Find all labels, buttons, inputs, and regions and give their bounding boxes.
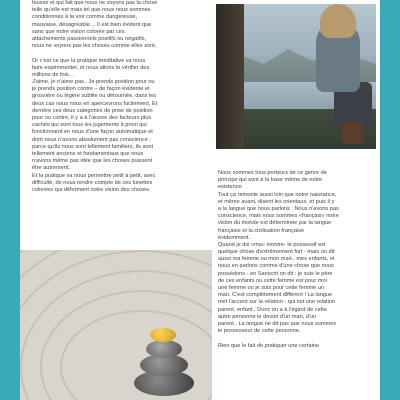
right-column-text-line: a la langue que nous parlons : Nous n'avons pas xyxy=(218,205,339,212)
upper-stone xyxy=(146,340,182,358)
left-column-text-line: fausse et qui fait que nous ne voyons pas la chose xyxy=(32,0,158,6)
left-column-text-line: derrière ces deux catégories de prise de position xyxy=(32,107,153,114)
right-column-text-line: de ces enfants ou cette femme est pour moi xyxy=(218,277,327,284)
left-column-text-line: conditionnés à la voir comme dangereuse, xyxy=(32,14,138,21)
right-column-text-line: conscience, mais nous sommes «français» notre xyxy=(218,213,339,220)
paragraph-gap xyxy=(218,335,380,342)
woman-by-lake-photo xyxy=(212,0,380,153)
left-column-text-line: dont nous n'avons absolument pas conscience ; xyxy=(32,136,151,143)
tree-trunk-shape xyxy=(216,4,244,149)
left-column-text-line: sans que notre vision colorée par ces xyxy=(32,28,125,35)
left-column-text-line: difficulté, de nous rendre compte de ces lunettes xyxy=(32,179,153,186)
yellow-top-stone xyxy=(150,328,176,342)
right-column-text-line: autre personne le devoir d'un mari, d'un xyxy=(218,313,317,320)
left-column-text-line: mauvaise, désagréable… Il est bien évident que xyxy=(32,21,152,28)
right-column-text-line: aussi ma femme ou mon mari.. mes enfants, et xyxy=(218,256,335,263)
zen-stones-photo xyxy=(20,250,212,400)
right-column-text-line: possédons - en Sanscrit on dit : je suis le père xyxy=(218,270,333,277)
person-hair-shape xyxy=(320,4,356,38)
left-column-text-line: fonctionnent en nous d'une façon automatique et xyxy=(32,129,153,136)
left-column-text-line: J'aime, je n'aime pas.. Je prends position pour ou xyxy=(32,79,155,86)
right-page-border xyxy=(380,0,400,400)
left-column-text-line: n'avons même pas idée que les choses puissent xyxy=(32,158,153,165)
right-column-text-line: principe qui sont à la base même de notre xyxy=(218,177,323,184)
paragraph-gap xyxy=(32,50,202,57)
right-column-text-line: mari. C'est complètement différent ! La langue xyxy=(218,292,333,299)
left-column-text-line: grossière ou légère subtile ou détournée, dans les xyxy=(32,93,157,100)
right-column-text-line: évidemment. xyxy=(218,234,251,241)
right-column-text-line: et même avant, disent les orientaux, et puis il y xyxy=(218,198,335,205)
right-column-text-line: Rien que le fait de pratiquer une certaine xyxy=(218,342,320,349)
left-column-text-line: Et la pratique va nous permettre petit à petit, avec xyxy=(32,172,156,179)
left-text-column xyxy=(32,0,202,194)
right-column-text-line: Quand je dis «ma» montre- le possessif est xyxy=(218,241,326,248)
left-column-text-line: tellement anciens et fondamentaux que nous xyxy=(32,150,144,157)
right-column-text-line: française et la civilisation française xyxy=(218,227,305,234)
left-column-text-line: faire expérimenter, et nous allons le vérifier des xyxy=(32,64,150,71)
left-column-text-line: deux cas nous nous en apercevrons facilement. Et xyxy=(32,100,158,107)
right-column-text-line: Nous sommes tous porteurs de ce genre de xyxy=(218,170,327,176)
left-column-text-line: millions de fois… xyxy=(32,71,75,78)
left-column-text-line: être autrement. xyxy=(32,165,70,172)
left-column-text-line: nous ne voyons pas les choses comme elles sont. xyxy=(32,43,157,50)
left-column-text-line: Or c'est ce que la pratique méditative va nous xyxy=(32,57,146,64)
right-column-text-line: parent.. La langue ne dit pas que nous sommes xyxy=(218,320,337,327)
left-column-text-line: je prends position contre – de façon évidente et xyxy=(32,86,150,93)
left-column-text-line: attachements passionnels positifs ou négatifs, xyxy=(32,35,147,42)
left-column-text-line: colorées qui déforment notre vision des choses. xyxy=(32,186,151,193)
left-column-text-line: telle qu'elle est mais tel que nous nous sommes xyxy=(32,7,151,14)
right-column-text-line: Tout ça remonte aussi loin que notre naissance, xyxy=(218,191,337,198)
left-column-text-line: pour ou contre, il y a à l'œuvre des facteurs plus xyxy=(32,115,152,121)
left-column-text-line: parce qu'ils nous sont tellement familiers, ils sont xyxy=(32,143,154,150)
right-column-text-line: met l'accent sur la relation - qui est une relation xyxy=(218,299,336,306)
left-page-border xyxy=(0,0,20,400)
right-column-text-line: vision du monde est déterminée par la langue xyxy=(218,220,332,227)
right-text-column xyxy=(218,170,380,350)
right-column-text-line: parent, enfant.. Donc on a à l'égard de cette xyxy=(218,306,327,313)
right-column-text-line: quelque chose d'extrêmement fort - mais on dit xyxy=(218,249,335,256)
right-column-text-line: nous en parlons comme d'une chose que nous xyxy=(218,263,334,270)
right-column-text-line: une femme ou je suis pour cette femme un xyxy=(218,285,325,291)
boot-shape xyxy=(342,122,364,144)
right-column-text-line: le possesseur de cette personne. xyxy=(218,328,301,335)
left-column-text-line: cachés qui sont tous les jugements à priori qui xyxy=(32,122,147,129)
right-column-text-line: existence. xyxy=(218,184,244,191)
